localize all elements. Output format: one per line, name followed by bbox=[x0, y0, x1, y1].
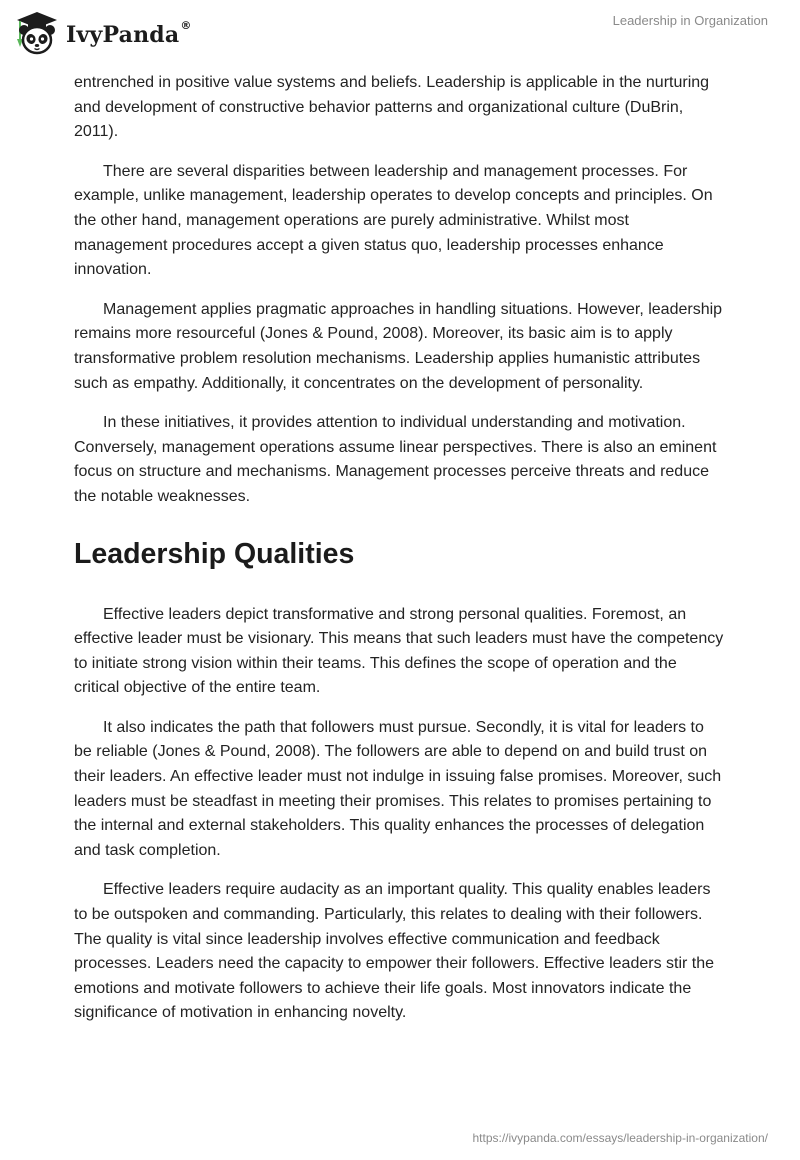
panda-graduate-logo-icon bbox=[12, 9, 62, 59]
paragraph: In these initiatives, it provides attention to individual understanding and motivation. Conversely, management operations assume linear perspectives. There is also an eminent focus on structure and mechanisms. Management processes perceive threats and reduce the notable weaknesses. bbox=[74, 414, 717, 505]
essay-content bbox=[74, 71, 726, 1041]
running-title: Leadership in Organization bbox=[612, 13, 768, 28]
paragraph: There are several disparities between leadership and management processes. For example, unlike management, leadership operates to develop concepts and principles. On the other hand, management operations are purely administrative. Whilst most management procedures accept a given status quo, leadership processes enhance innovation. bbox=[74, 162, 713, 279]
page-header bbox=[0, 0, 800, 70]
section-heading: Leadership Qualities bbox=[74, 537, 355, 570]
paragraph: Management applies pragmatic approaches in handling situations. However, leadership remains more resourceful (Jones & Pound, 2008). Moreover, its basic aim is to apply transformative problem resolution mechanisms. Leadership applies humanistic attributes such as empathy. Additionally, it concentrates on the development of personality. bbox=[74, 300, 723, 392]
brand-name: IvyPanda® bbox=[66, 19, 192, 48]
paragraph-continued: entrenched in positive value systems and beliefs. Leadership is applicable in the nurturing and development of constructive behavior patterns and organizational culture (DuBrin, 2011). bbox=[74, 74, 710, 141]
paragraph: It also indicates the path that followers must pursue. Secondly, it is vital for leaders to be reliable (Jones & Pound, 2008). The followers are able to depend on and build trust on their leaders. An effective leader must not indulge in issuing false promises. Moreover, such leaders must be steadfast in meeting their promises. This relates to promises pertaining to the internal and external stakeholders. This quality enhances the processes of delegation and task completion. bbox=[74, 718, 722, 859]
brand-logo[interactable] bbox=[12, 6, 192, 62]
source-url-link[interactable]: https://ivypanda.com/essays/leadership-in-organization/ bbox=[472, 1131, 768, 1145]
registered-mark: ® bbox=[180, 19, 192, 32]
paragraph: Effective leaders require audacity as an important quality. This quality enables leaders to be outspoken and commanding. Particularly, this relates to dealing with their followers. The quality is vital since leadership involves effective communication and feedback processes. Leaders need the capacity to empower their followers. Effective leaders stir the emotions and motivate followers to achieve their life goals. Most innovators indicate the significance of motivation in enhancing novelty. bbox=[74, 881, 715, 1022]
paragraph: Effective leaders depict transformative and strong personal qualities. Foremost, an effective leader must be visionary. This means that such leaders must have the competency to initiate strong vision within their teams. This defines the scope of operation and the critical objective of the entire team. bbox=[74, 605, 724, 697]
